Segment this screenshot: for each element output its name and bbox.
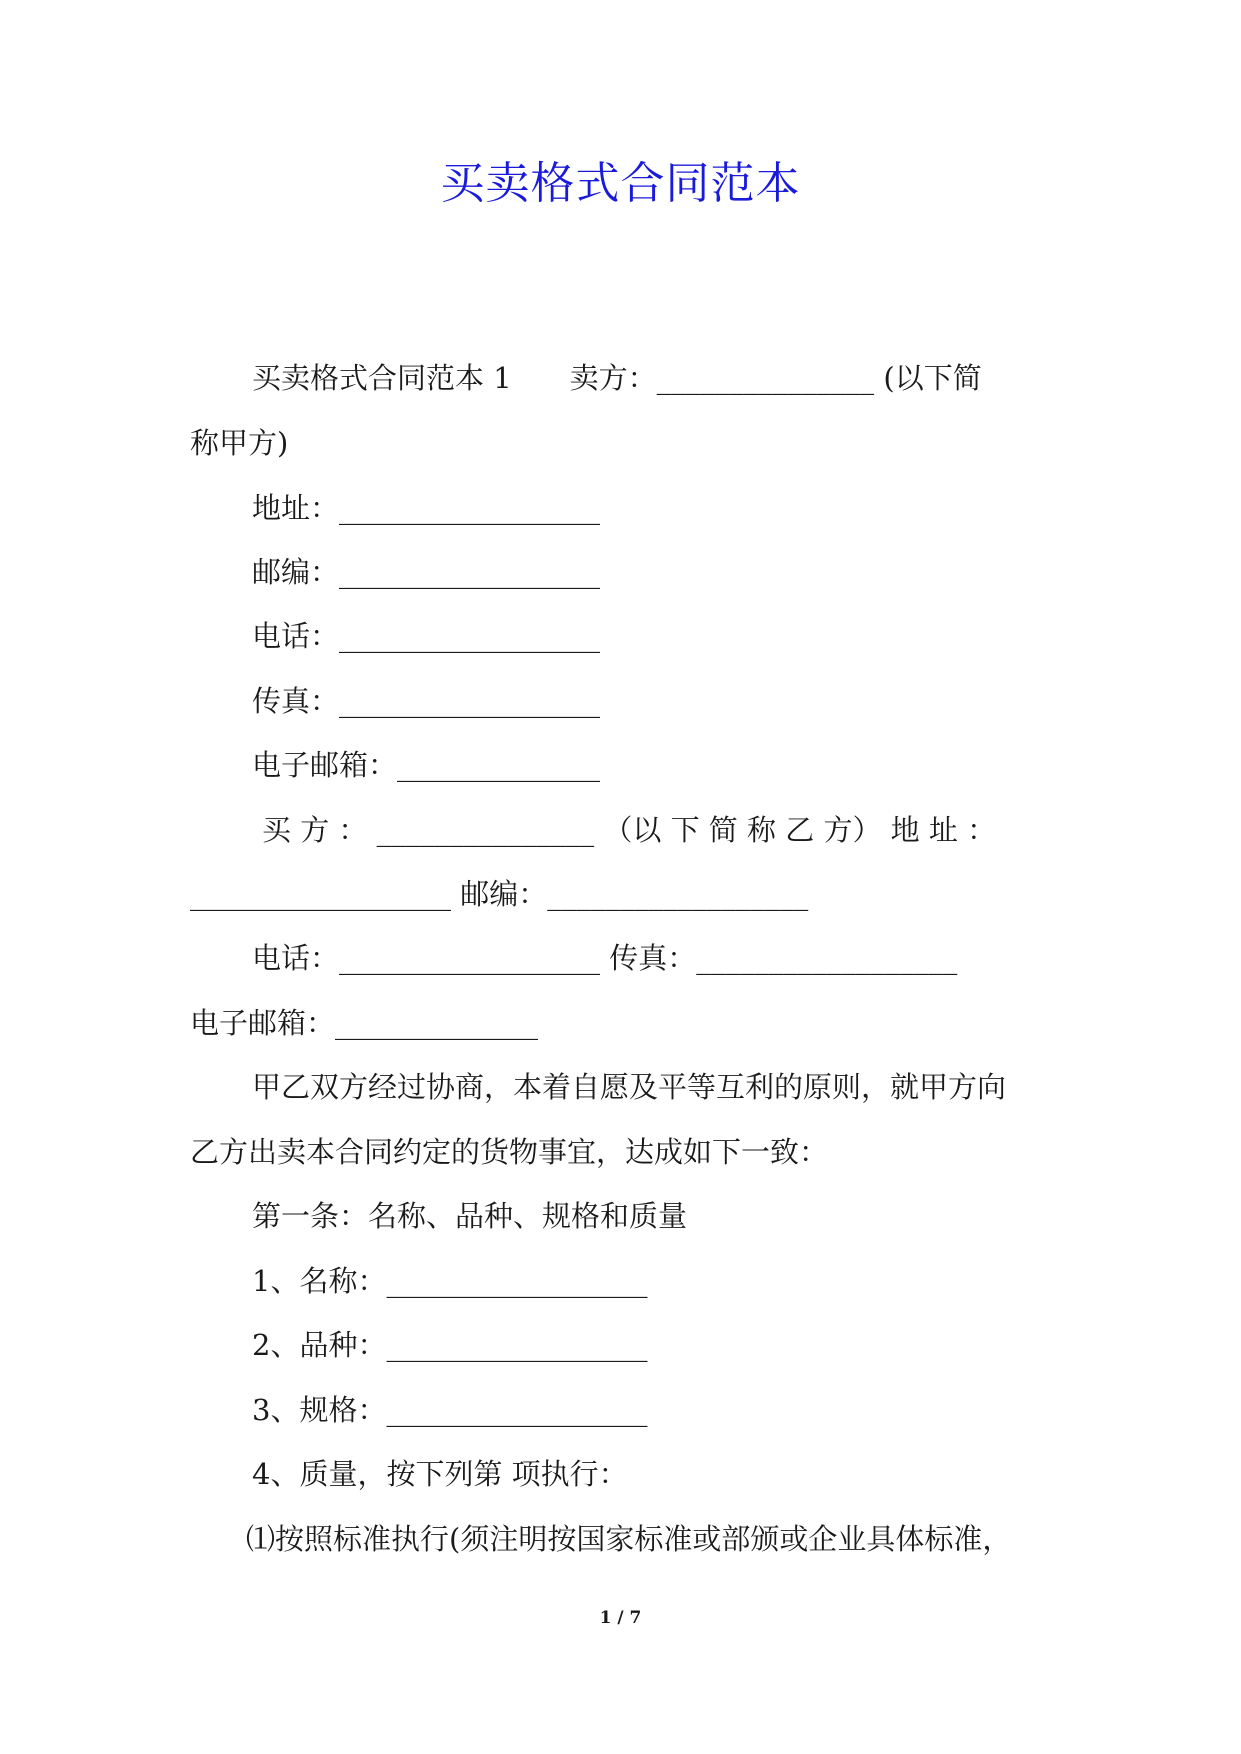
- seller-line: 买卖格式合同范本 1 卖方：_______________ (以下简: [252, 361, 982, 395]
- item-spec: 3、规格：__________________: [252, 1393, 648, 1427]
- buyer-line-cont: __________________ 邮编：__________________: [190, 877, 809, 911]
- seller-fax: 传真：__________________: [252, 684, 601, 718]
- buyer-line: 买 方 ： _______________ （以 下 简 称 乙 方） 地 址 ：: [262, 813, 997, 847]
- seller-postcode: 邮编：__________________: [252, 555, 601, 589]
- seller-email: 电子邮箱：______________: [252, 748, 601, 782]
- document-title: 买卖格式合同范本: [440, 158, 801, 209]
- item-variety: 2、品种：__________________: [252, 1328, 648, 1362]
- item-name: 1、名称：__________________: [252, 1264, 648, 1298]
- buyer-email: 电子邮箱：______________: [190, 1006, 539, 1040]
- item-quality: 4、质量，按下列第 项执行：: [252, 1457, 628, 1491]
- seller-phone: 电话：__________________: [252, 619, 601, 653]
- page-number: 1 / 7: [599, 1608, 642, 1628]
- article-one-heading: 第一条：名称、品种、规格和质量: [252, 1199, 688, 1233]
- agreement-para: 甲乙双方经过协商，本着自愿及平等互利的原则，就甲方向: [252, 1070, 1007, 1104]
- agreement-para-cont: 乙方出卖本合同约定的货物事宜，达成如下一致：: [190, 1135, 829, 1169]
- buyer-phone-fax: 电话：__________________ 传真：__________________: [252, 941, 958, 975]
- seller-address: 地址：__________________: [252, 491, 601, 525]
- quality-option-1: ⑴按照标准执行(须注明按国家标准或部颁或企业具体标准，: [246, 1522, 1012, 1556]
- seller-line-cont: 称甲方): [190, 426, 289, 460]
